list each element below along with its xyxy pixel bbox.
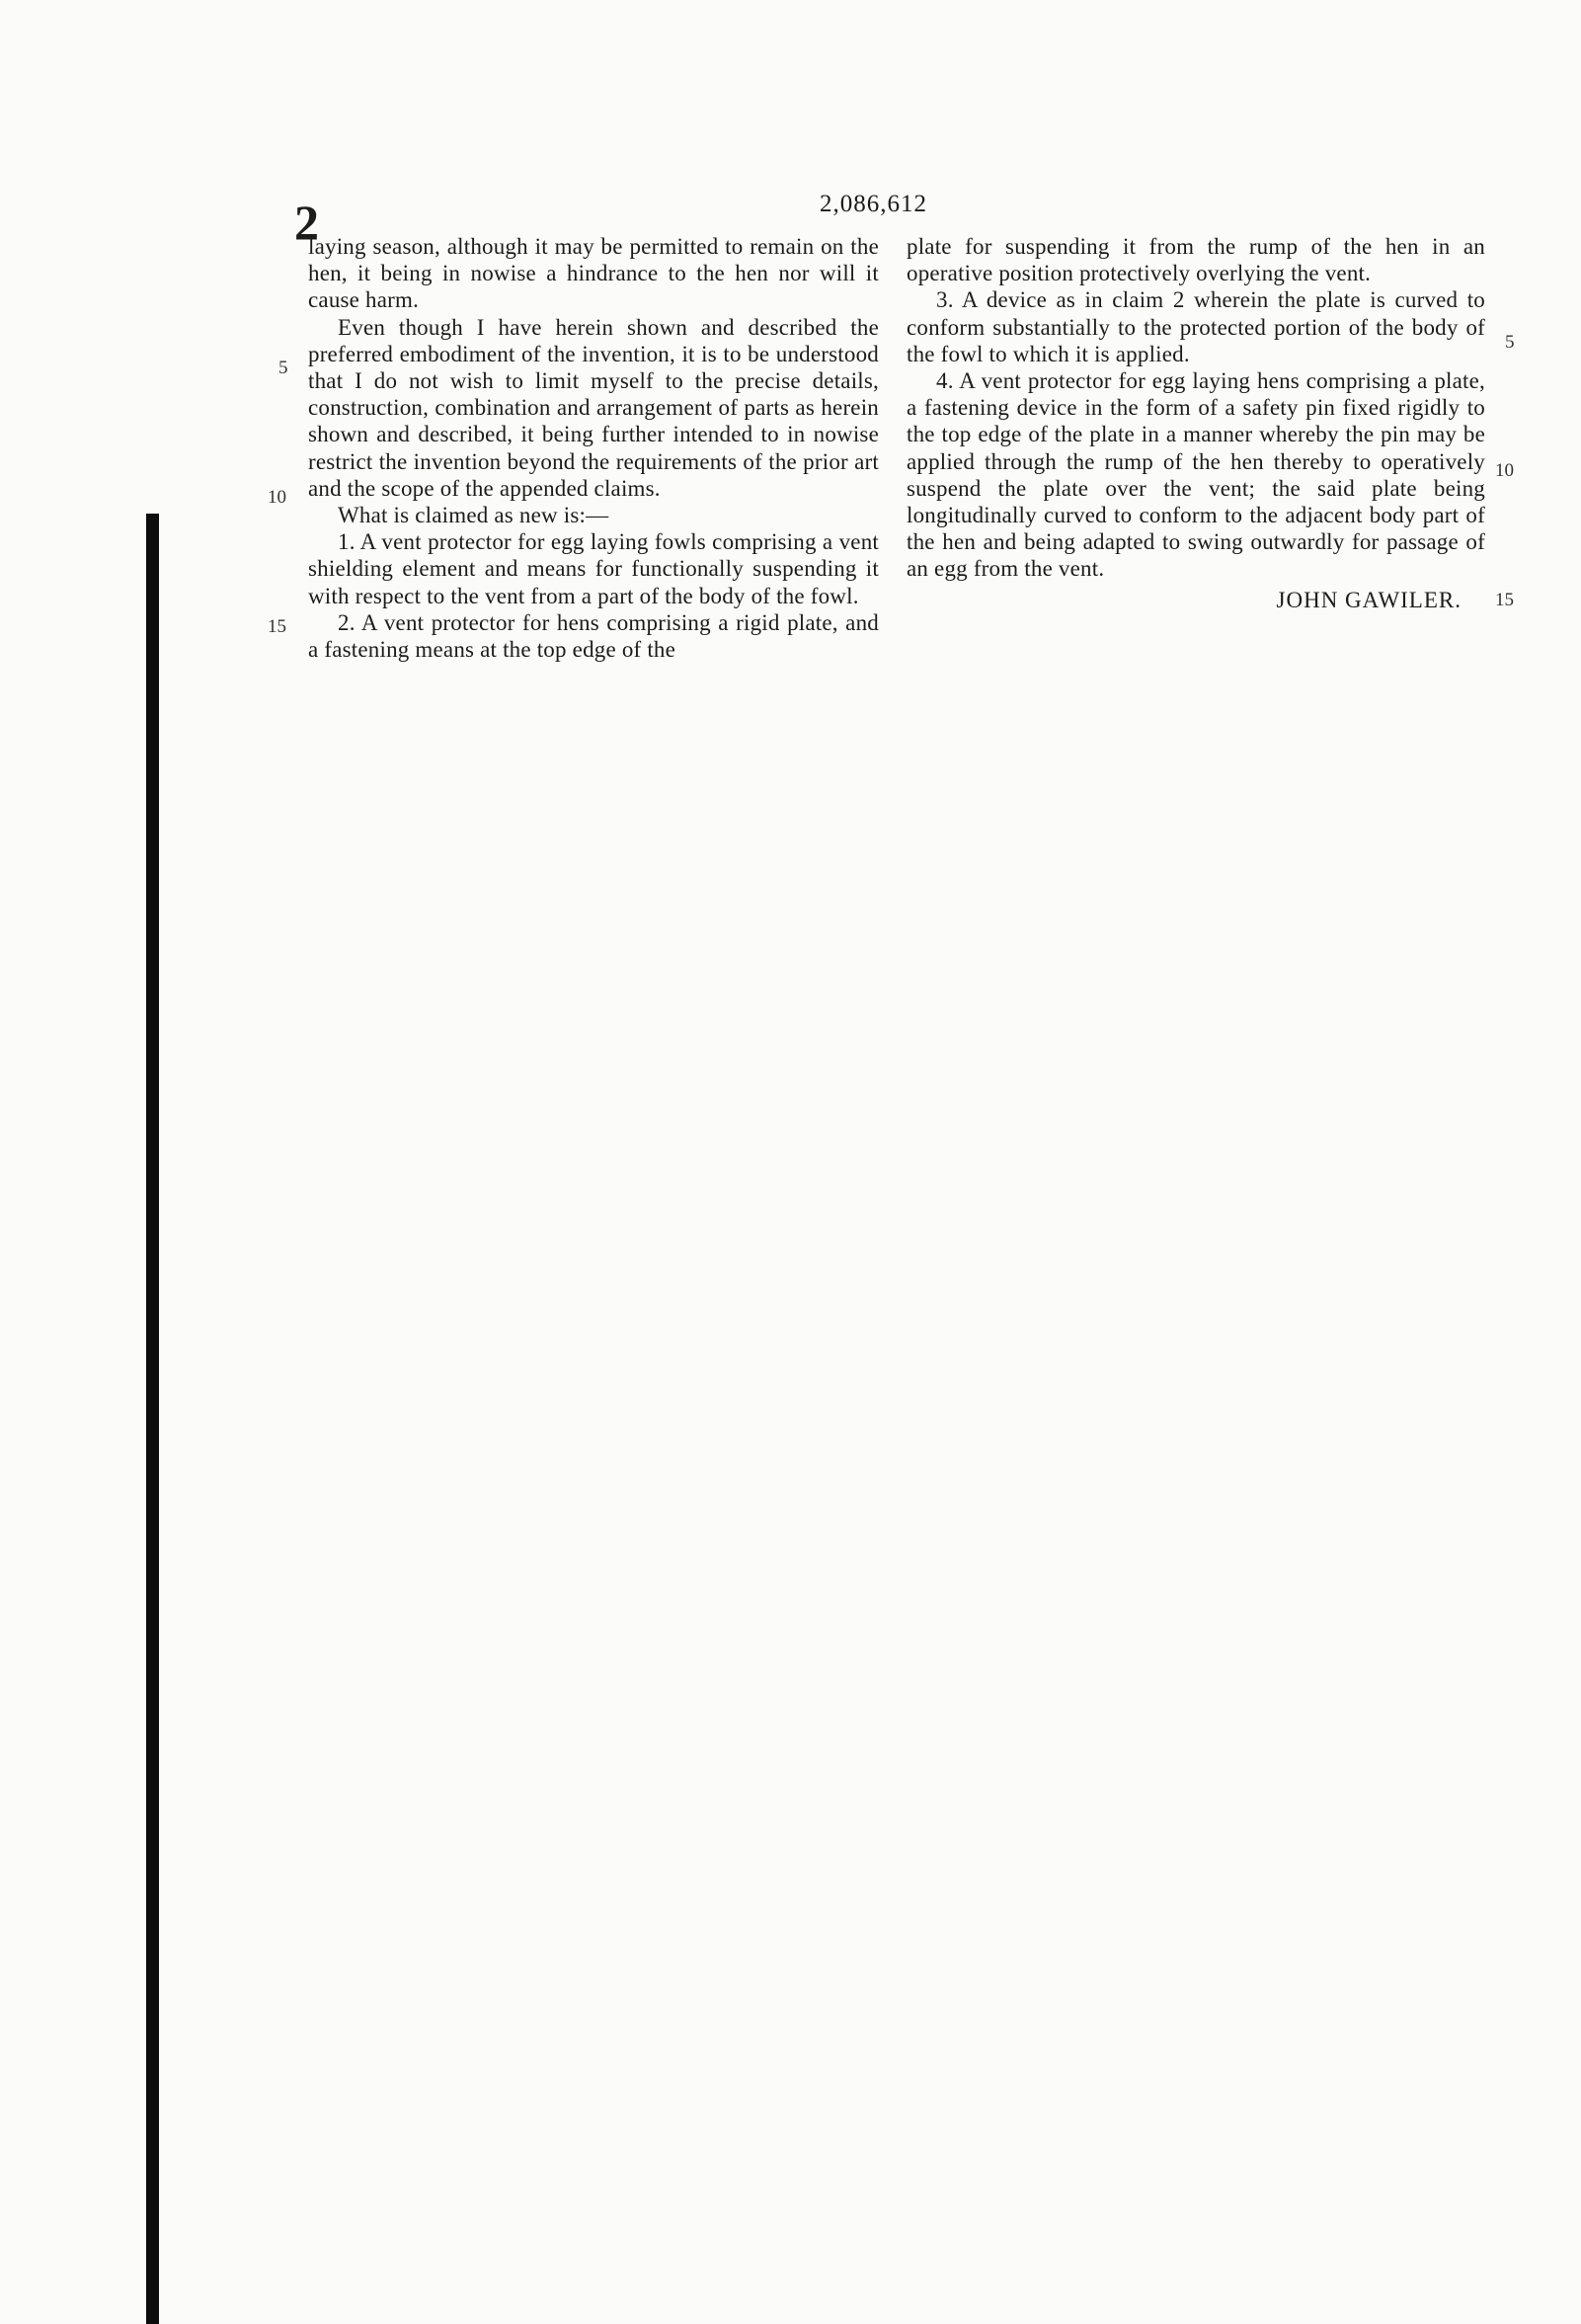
claim-2-continuation: plate for suspending it from the rump of the hen in an operative position protectively overlying the vent.: [907, 234, 1485, 286]
claim-4: 4. A vent protector for egg laying hens comprising a plate, a fastening device in the form of a safety pin fixed rigidly to the top edge of the plate in a manner whereby the pin may be applied through the rump of the hen thereby to operatively suspend the plate over the vent; the said plate being longitudinally curved to conform to the adjacent body part of the hen and being adapted to swing outwardly for passage of an egg from the vent.: [907, 368, 1485, 582]
line-number-right-10: 10: [1495, 460, 1514, 481]
patent-number: 2,086,612: [820, 191, 927, 217]
line-number-left-10: 10: [268, 487, 286, 508]
line-number-right-15: 15: [1495, 590, 1514, 610]
inventor-signature: JOHN GAWILER.: [1276, 587, 1462, 612]
paragraph-continuation: laying season, although it may be permitted to remain on the hen, it being in nowise a hindrance to the hen nor will it cause harm.: [308, 234, 879, 313]
left-text-column: [308, 233, 879, 663]
claim-1: 1. A vent protector for egg laying fowls comprising a vent shielding element and means for functionally suspending it with respect to the vent from a part of the body of the fowl.: [308, 529, 879, 608]
page-number: 2: [294, 195, 320, 250]
line-number-left-15: 15: [268, 616, 286, 637]
claim-3: 3. A device as in claim 2 wherein the plate is curved to conform substantially to the protected portion of the body of the fowl to which it is applied.: [907, 287, 1485, 366]
right-text-column: [907, 233, 1485, 613]
paragraph-disclaimer: Even though I have herein shown and described the preferred embodiment of the invention, it is to be understood that I do not wish to limit myself to the precise details, construction, combination and arrangement of parts as herein shown and described, it being further intended to in nowise restrict the invention beyond the requirements of the prior art and the scope of the appended claims.: [308, 314, 879, 501]
claim-2-start: 2. A vent protector for hens comprising a rigid plate, and a fastening means at the top edge of the: [308, 609, 879, 663]
line-number-right-5: 5: [1505, 332, 1515, 353]
scan-edge-bar: [146, 514, 159, 2324]
line-number-left-5: 5: [278, 358, 288, 378]
claims-heading: What is claimed as new is:—: [338, 503, 609, 528]
